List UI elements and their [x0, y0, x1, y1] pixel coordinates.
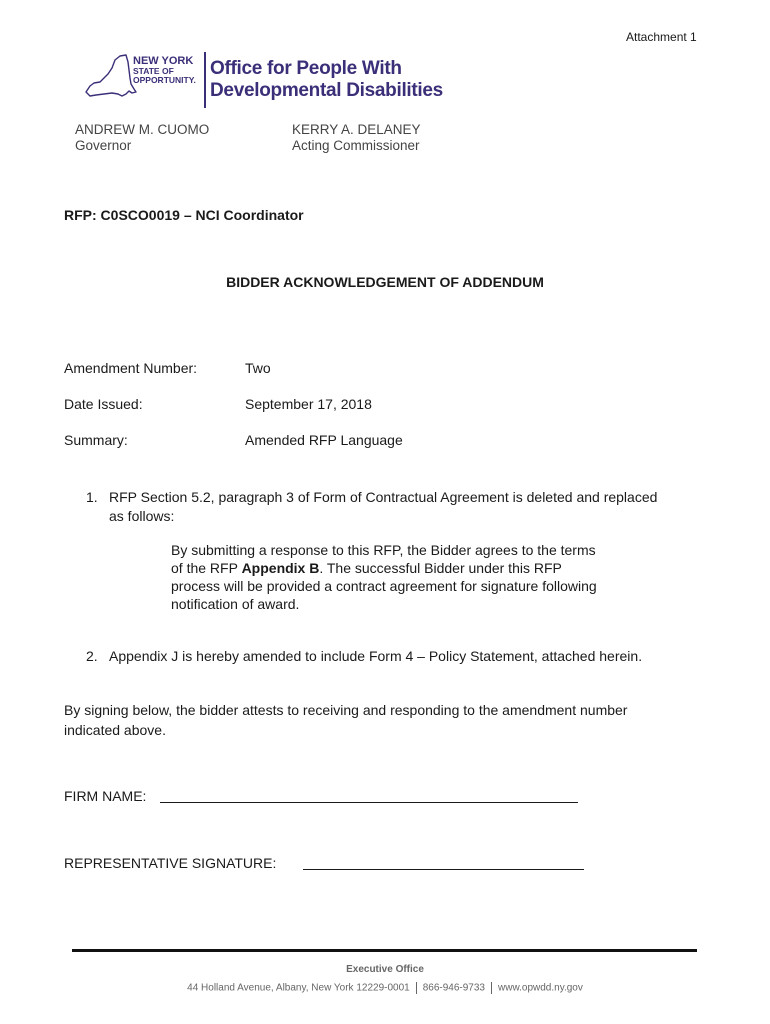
summary-value: Amended RFP Language — [245, 432, 403, 448]
date-issued-label: Date Issued: — [64, 396, 143, 412]
rfp-title: RFP: C0SCO0019 – NCI Coordinator — [64, 207, 304, 223]
item-2-number: 2. — [86, 648, 98, 664]
new-york-state-map-icon — [82, 52, 138, 102]
governor-name: ANDREW M. CUOMO — [75, 122, 210, 137]
footer-title: Executive Office — [346, 964, 424, 975]
office-name: Office for People With Developmental Disabilities — [210, 58, 443, 101]
firm-name-line[interactable] — [160, 802, 578, 803]
footer-address: 44 Holland Avenue, Albany, New York 12229-0001 — [187, 982, 410, 994]
commissioner-name: KERRY A. DELANEY — [292, 122, 421, 137]
item-1-text: RFP Section 5.2, paragraph 3 of Form of Contractual Agreement is deleted and replaced as follows: — [109, 489, 658, 524]
footer-separator — [416, 982, 417, 994]
logo-divider — [204, 52, 206, 108]
commissioner-title: Acting Commissioner — [292, 138, 420, 153]
footer-separator — [491, 982, 492, 994]
footer-rule — [72, 949, 697, 952]
attachment-label: Attachment 1 — [626, 30, 697, 44]
summary-label: Summary: — [64, 432, 128, 448]
footer-phone: 866-946-9733 — [422, 982, 485, 994]
footer-contact — [0, 982, 770, 994]
footer-website[interactable]: www.opwdd.ny.gov — [498, 982, 583, 994]
commissioner-block — [292, 122, 421, 154]
replacement-paragraph: By submitting a response to this RFP, the Bidder agrees to the terms of the RFP Appendix B. The successful Bidder under this RFP process will be provided a contract agreement for signature following notification of award. — [171, 542, 597, 612]
firm-name-label: FIRM NAME: — [64, 788, 147, 804]
signature-line[interactable] — [303, 869, 584, 870]
date-issued-value: September 17, 2018 — [245, 396, 372, 412]
signature-label: REPRESENTATIVE SIGNATURE: — [64, 855, 277, 871]
ny-brand-text: NEW YORK STATE OF OPPORTUNITY. — [133, 55, 196, 85]
item-2-text: Appendix J is hereby amended to include Form 4 – Policy Statement, attached herein. — [109, 648, 643, 664]
attestation-text: By signing below, the bidder attests to receiving and responding to the amendment number indicated above. — [64, 702, 628, 738]
appendix-b-emphasis: Appendix B — [241, 560, 320, 576]
document-heading: BIDDER ACKNOWLEDGEMENT OF ADDENDUM — [226, 274, 544, 290]
amendment-number-label: Amendment Number: — [64, 360, 198, 376]
governor-block — [75, 122, 209, 154]
amendment-number-value: Two — [245, 360, 271, 376]
opwdd-logo — [82, 44, 462, 112]
item-1-number: 1. — [86, 489, 98, 505]
governor-title: Governor — [75, 138, 132, 153]
